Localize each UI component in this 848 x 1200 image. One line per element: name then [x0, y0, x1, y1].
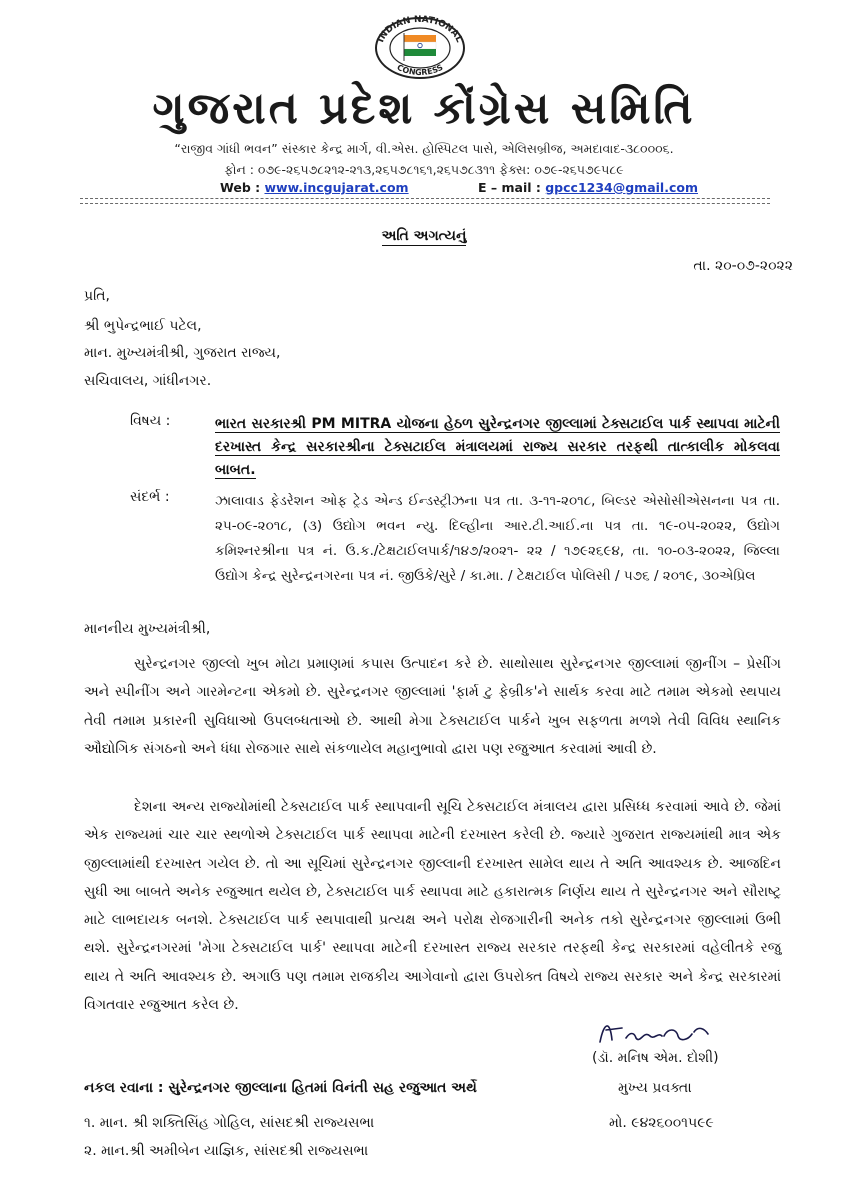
subject-content: ભારત સરકારશ્રી PM MITRA યોજના હેઠળ સુરેન્દ્રનગર જીલ્લામાં ટેક્સટાઈલ પાર્ક સ્થાપવા માટેની દરખાસ્ત કેન્દ્ર સરકારશ્રીના ટેક્સટાઈલ મંત્રાલયમાં રાજ્ય સરકાર તરફથી તાત્કાલીક મોકલવા બાબત. [215, 416, 780, 478]
organization-title: ગુજરાત પ્રદેશ કોંગ્રેસ સમિતિ [152, 83, 696, 134]
handwritten-signature [592, 1014, 722, 1050]
body-paragraph-1: સુરેન્દ્રનગર જીલ્લો ખુબ મોટા પ્રમાણમાં કપાસ ઉત્પાદન કરે છે. સાથોસાથ સુરેન્દ્રનગર જીલ્લામાં જીનીંગ – પ્રેસીંગ અને સ્પીનીંગ અને ગારમેન્ટના એકમો છે. સુરેન્દ્રનગર જીલ્લામાં 'ફાર્મ ટુ ફેબ્રીક'ને સાર્થક કરવા માટે તમામ એકમો સ્થપાય તેવી તમામ પ્રકારની સુવિધાઓ ઉપલબ્ધતાઓ છે. આથી મેગા ટેક્સટાઈલ પાર્કને ખુબ સફળતા મળશે તેવી વિવિધ સ્થાનિક ઔદ્યોગિક સંગઠનો અને ધંધા રોજગાર સાથે સંકળાયેલ મહાનુભાવો દ્વારા પણ રજુઆત કરવામાં આવી છે. [84, 656, 781, 757]
email-label: E – mail : [478, 180, 546, 195]
copy-to-item: ૧. માન. શ્રી શક્તિસિંહ ગોહિલ, સાંસદશ્રી રાજ્યસભા [84, 1115, 375, 1131]
urgency-text: અતિ અગત્યનું [381, 228, 467, 244]
letter-date: તા. ૨૦-૦૭-૨૦૨૨ [693, 258, 793, 274]
reference-label: સંદર્ભ : [130, 489, 170, 505]
web-label: Web : [220, 180, 265, 195]
urgency-heading [0, 228, 848, 244]
recipient-line-1: પ્રતિ, [84, 288, 110, 304]
header-divider [80, 198, 770, 199]
recipient-line-2: શ્રી ભુપેન્દ્રભાઈ પટેલ, [84, 318, 202, 334]
logo-bottom-text: CONGRESS [395, 62, 445, 78]
body-paragraph-2: દેશના અન્ય રાજ્યોમાંથી ટેક્સટાઈલ પાર્ક સ્થાપવાની સૂચિ ટેક્સટાઈલ મંત્રાલય દ્વારા પ્રસિધ્ધ કરવામાં આવે છે. જેમાં એક રાજ્યમાં ચાર ચાર સ્થળોએ ટેક્સટાઈલ પાર્ક સ્થાપવા માટેની દરખાસ્ત કરેલી છે. જ્યારે ગુજરાત રાજ્યમાંથી માત્ર એક જીલ્લામાંથી દરખાસ્ત ગયેલ છે. તો આ સૂચિમાં સુરેન્દ્રનગર જીલ્લાની દરખાસ્ત સામેલ થાય તે અતિ આવશ્યક છે. આજદિન સુધી આ બાબતે અનેક રજુઆત થયેલ છે, ટેક્સટાઈલ પાર્ક સ્થાપવા માટે હકારાત્મક નિર્ણય થાય તે સુરેન્દ્રનગર અને સૌરાષ્ટ્ર માટે લાભદાયક બનશે. ટેક્સટાઈલ પાર્ક સ્થપાવાથી પ્રત્યક્ષ અને પરોક્ષ રોજગારીની અનેક તકો સુરેન્દ્રનગર જીલ્લામાં ઉભી થશે. સુરેન્દ્રનગરમાં 'મેગા ટેક્સટાઈલ પાર્ક' સ્થાપવા માટેની દરખાસ્ત રાજ્ય સરકાર તરફથી કેન્દ્ર સરકારમાં વહેલીતકે રજુ થાય તે અતિ આવશ્યક છે. અગાઉ પણ તમામ રાજકીય આગેવાનો દ્વારા ઉપરોક્ત વિષયે રાજ્ય સરકાર અને કેન્દ્ર સરકારમાં વિગતવાર રજુઆત કરેલ છે. [84, 799, 781, 1014]
recipient-line-3: માન. મુખ્યમંત્રીશ્રી, ગુજરાત રાજ્ય, [84, 345, 281, 361]
signatory-phone: મો. ૯૪૨૬૦૦૧૫૯૯ [609, 1115, 714, 1131]
phone-line: ફોન : ૦૭૯-૨૬૫૭૮૨૧૨-૨૧૩,૨૬૫૭૮૧૬૧,૨૬૫૭૮૩૧૧ ફેક્સ: ૦૭૯-૨૬૫૭૯૫૮૯ [224, 162, 624, 177]
recipient-line-4: સચિવાલય, ગાંધીનગર. [84, 373, 212, 389]
website-link[interactable]: www.incgujarat.com [264, 180, 409, 195]
signatory-name: (ડૉ. મનિષ એમ. દોશી) [592, 1050, 719, 1066]
congress-flag-emblem-icon [404, 33, 436, 61]
copy-to-item: ૨. માન.શ્રી અમીબેન યાજ્ઞિક, સાંસદશ્રી રાજ્યસભા [84, 1143, 369, 1159]
subject-label: વિષય : [130, 413, 171, 429]
salutation: માનનીય મુખ્યમંત્રીશ્રી, [84, 621, 211, 637]
reference-text: ઝાલાવાડ ફેડરેશન ઓફ ટ્રેડ એન્ડ ઈન્ડસ્ટ્રીઝના પત્ર તા. ૩-૧૧-૨૦૧૮, બિલ્ડર એસોસીએસનના પત્ર તા. ૨૫-૦૯-૨૦૧૮, (૩) ઉદ્યોગ ભવન ન્યુ. દિલ્હીના આર.ટી.આઈ.ના પત્ર તા. ૧૯-૦૫-૨૦૨૨, ઉદ્યોગ કમિશ્નરશ્રીના પત્ર નં. ઉ.ક./ટેક્ષટાઈલપાર્ક/૧૪૭/૨૦૨૧- ૨૨ / ૧૭૯૨૬૯૪, તા. ૧૦-૦૩-૨૦૨૨, જિલ્લા ઉદ્યોગ કેન્દ્ર સુરેન્દ્રનગરના પત્ર નં. જીઉકે/સુરે / કા.મા. / ટેક્ષટાઈલ પોલિસી / ૫૭૬ / ૨૦૧૯, ૩૦એપ્રિલ [215, 493, 780, 584]
web-contact [220, 180, 409, 195]
subject-text [215, 413, 780, 482]
logo-top-text: INDIAN NATIONAL [376, 15, 464, 45]
copy-to-heading: નકલ રવાના : સુરેન્દ્રનગર જીલ્લાના હિતમાં વિનંતી સહ રજુઆત અર્થે [84, 1080, 477, 1096]
congress-logo [372, 15, 468, 81]
header-divider-2 [80, 203, 770, 204]
email-link[interactable]: gpcc1234@gmail.com [545, 180, 698, 195]
address-line: “રાજીવ ગાંધી ભવન” સંસ્કાર કેન્દ્ર માર્ગ, વી.એસ. હોસ્પિટલ પાસે, એલિસબ્રીજ, અમદાવાદ-૩૮૦૦૦૬. [174, 141, 674, 156]
signatory-designation: મુખ્ય પ્રવક્તા [618, 1080, 692, 1096]
email-contact [478, 180, 698, 195]
